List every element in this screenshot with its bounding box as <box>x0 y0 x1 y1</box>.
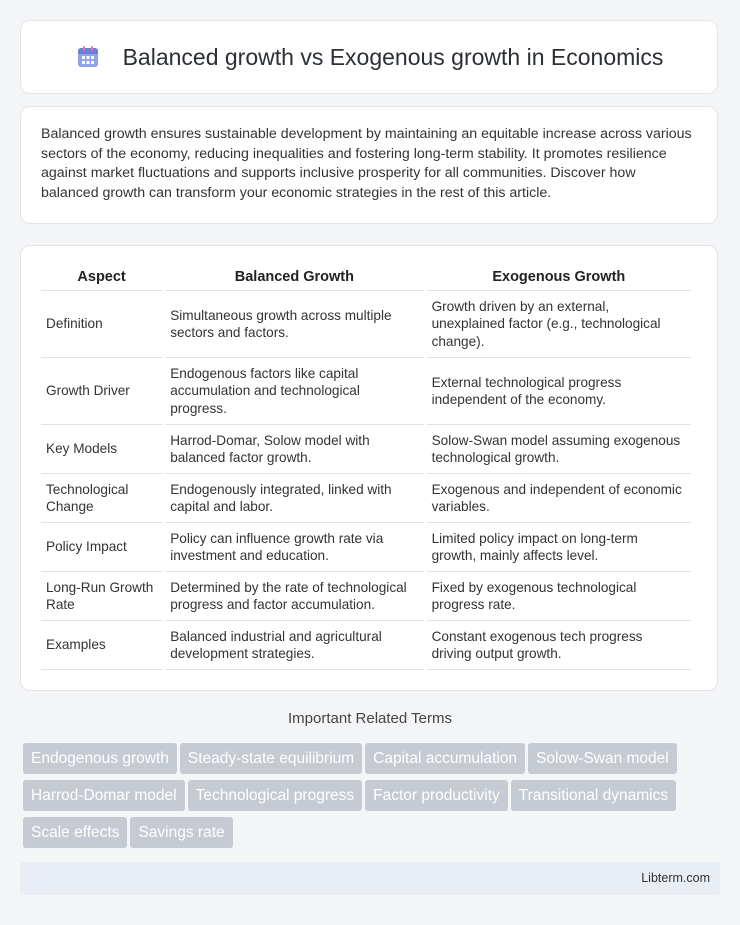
table-cell-balanced: Determined by the rate of technological progress and factor accumulation. <box>165 572 423 621</box>
calendar-grid-icon <box>75 44 101 70</box>
table-cell-exogenous: External technological progress independent of the economy. <box>427 358 691 425</box>
table-cell-aspect: Long-Run Growth Rate <box>41 572 162 621</box>
table-row <box>41 474 691 523</box>
table-cell-aspect: Growth Driver <box>41 358 162 425</box>
related-term-tag[interactable]: Harrod-Domar model <box>23 780 185 811</box>
footer <box>20 862 720 895</box>
related-term-tag[interactable]: Factor productivity <box>365 780 508 811</box>
table-cell-balanced: Balanced industrial and agricultural development strategies. <box>165 621 423 670</box>
related-terms-list <box>23 743 723 854</box>
related-term-tag[interactable]: Solow-Swan model <box>528 743 677 774</box>
table-cell-aspect: Key Models <box>41 425 162 474</box>
related-term-tag[interactable]: Transitional dynamics <box>511 780 676 811</box>
table-cell-exogenous: Fixed by exogenous technological progress rate. <box>427 572 691 621</box>
related-term-tag[interactable]: Capital accumulation <box>365 743 525 774</box>
related-term-tag[interactable]: Technological progress <box>188 780 363 811</box>
header-aspect: Aspect <box>41 264 162 291</box>
table-row <box>41 572 691 621</box>
table-row <box>41 291 691 358</box>
table-row <box>41 621 691 670</box>
related-term-tag[interactable]: Savings rate <box>130 817 232 848</box>
comparison-table-card <box>20 245 718 691</box>
footer-site-link[interactable]: Libterm.com <box>641 871 710 885</box>
table-cell-aspect: Examples <box>41 621 162 670</box>
table-cell-balanced: Simultaneous growth across multiple sectors and factors. <box>165 291 423 358</box>
table-cell-exogenous: Solow-Swan model assuming exogenous technological growth. <box>427 425 691 474</box>
table-cell-aspect: Policy Impact <box>41 523 162 572</box>
table-cell-balanced: Policy can influence growth rate via investment and education. <box>165 523 423 572</box>
header-card <box>20 20 718 94</box>
table-row <box>41 523 691 572</box>
table-cell-exogenous: Exogenous and independent of economic variables. <box>427 474 691 523</box>
table-cell-exogenous: Growth driven by an external, unexplained factor (e.g., technological change). <box>427 291 691 358</box>
table-cell-aspect: Definition <box>41 291 162 358</box>
related-terms-title: Important Related Terms <box>288 710 452 727</box>
related-term-tag[interactable]: Scale effects <box>23 817 127 848</box>
page-title: Balanced growth vs Exogenous growth in Economics <box>122 43 664 70</box>
table-cell-balanced: Harrod-Domar, Solow model with balanced factor growth. <box>165 425 423 474</box>
table-header-row <box>41 264 691 291</box>
table-row <box>41 425 691 474</box>
table-cell-exogenous: Constant exogenous tech progress driving output growth. <box>427 621 691 670</box>
related-term-tag[interactable]: Steady-state equilibrium <box>180 743 362 774</box>
comparison-table <box>38 264 694 670</box>
intro-card <box>20 106 718 224</box>
related-term-tag[interactable]: Endogenous growth <box>23 743 177 774</box>
table-cell-aspect: Technological Change <box>41 474 162 523</box>
intro-text: Balanced growth ensures sustainable development by maintaining an equitable increase across various sectors of the economy, reducing inequalities and fostering long-term stability. It promotes resilience against market fluctuations and supports inclusive prosperity for all communities. Discover how balanced growth can transform your economic strategies in the rest of this article. <box>41 126 692 201</box>
table-cell-balanced: Endogenously integrated, linked with capital and labor. <box>165 474 423 523</box>
table-row <box>41 358 691 425</box>
header-exogenous-growth: Exogenous Growth <box>427 264 691 291</box>
table-cell-balanced: Endogenous factors like capital accumulation and technological progress. <box>165 358 423 425</box>
table-cell-exogenous: Limited policy impact on long-term growth, mainly affects level. <box>427 523 691 572</box>
header-balanced-growth: Balanced Growth <box>165 264 423 291</box>
